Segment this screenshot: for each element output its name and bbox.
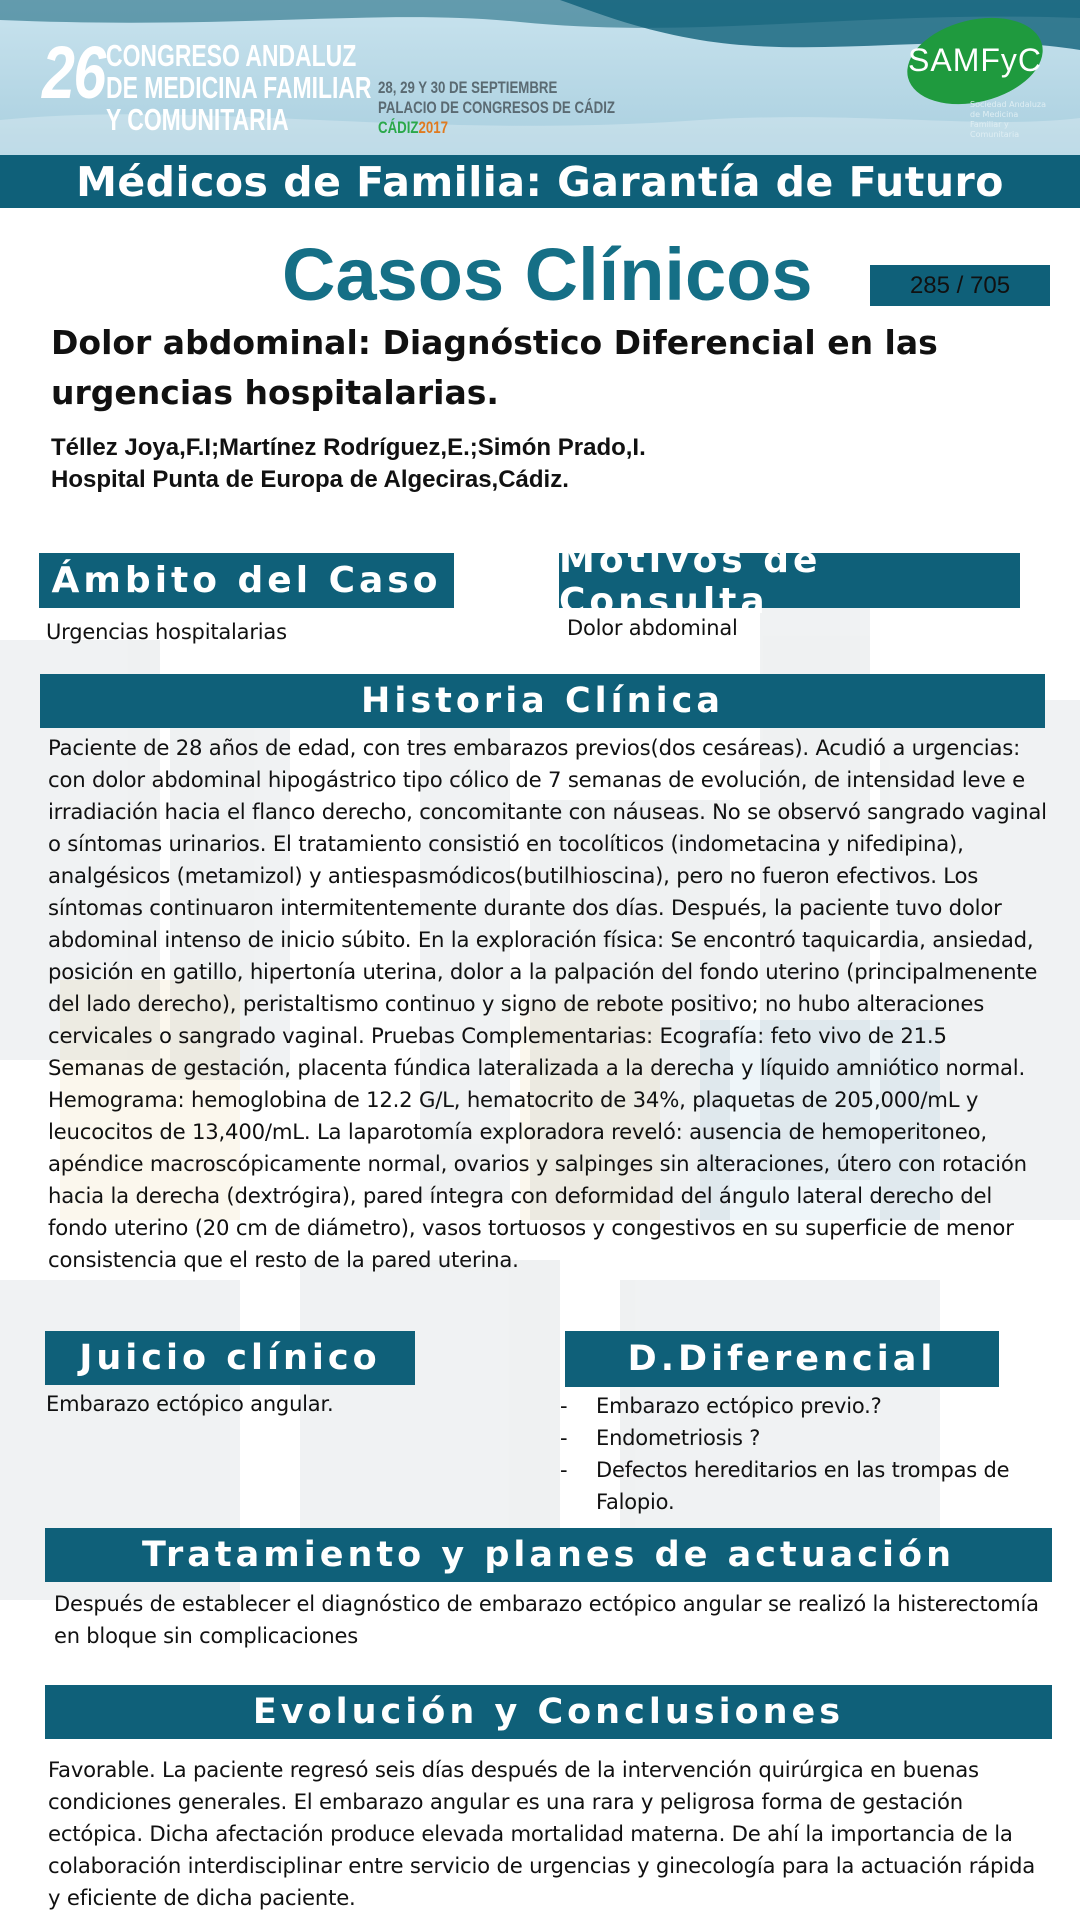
- tratamiento-text: Después de establecer el diagnóstico de embarazo ectópico angular se realizó la histerectomía en bloque sin complicaciones: [54, 1592, 1039, 1648]
- samfyc-logo: [906, 20, 1047, 142]
- section-header-historia: Historia Clínica: [40, 674, 1045, 728]
- congress-city: CÁDIZ: [378, 118, 419, 137]
- tagline-bar: [0, 155, 1080, 208]
- historia-text: Paciente de 28 años de edad, con tres embarazos previos(dos cesáreas). Acudió a urgencias: con dolor abdominal hipogástrico tipo cólico de 7 semanas de evolución, de intensidad leve e irradiación hacia el flanco derecho, concomitante con náuseas. No se observó sangrado vaginal o síntomas urinarios. El tratamiento consistió en tocolíticos (indometacina y nifedipina), analgésicos (metamizol) y antiespasmódicos(butilhioscina), pero no fueron efectivos. Los síntomas continuaron intermitentemente durante dos días. Después, la paciente tuvo dolor abdominal intenso de inicio súbito. En la exploración física: Se encontró taquicardia, ansiedad, posición en gatillo, hipertonía uterina, dolor a la palpación del fondo uterino (principalmenente del lado derecho), peristaltismo continuo y signo de rebote positivo; no hubo alteraciones cervicales o sangrado vaginal. Pruebas Complementarias: Ecografía: feto vivo de 21.5 Semanas de gestación, placenta fúndica lateralizada a la derecha y líquido amniótico normal. Hemograma: hemoglobina de 12.2 G/L, hematocrito de 34%, plaquetas de 205,000/mL y leucocitos de 13,400/mL. La laparotomía exploradora reveló: ausencia de hemoperitoneo, apéndice macroscópicamente normal, ovarios y salpinges sin alteraciones, útero con rotación hacia la derecha (dextrógira), pared íntegra con deformidad del ángulo lateral derecho del fondo uterino (20 cm de diámetro), vasos tortuosos y congestivos en su superficie de menor consistencia que el resto de la pared uterina.: [48, 735, 1047, 1272]
- congress-title-line: CONGRESO ANDALUZ: [106, 38, 357, 73]
- section-header-evolucion: Evolución y Conclusiones: [45, 1685, 1052, 1739]
- authors: Téllez Joya,F.I;Martínez Rodríguez,E.;Simón Prado,I.: [51, 434, 646, 461]
- section-header-ambito: Ámbito del Caso: [39, 553, 454, 608]
- section-header-tratamiento: Tratamiento y planes de actuación: [45, 1528, 1052, 1582]
- congress-dates: 28, 29 Y 30 DE SEPTIEMBRE: [378, 78, 558, 97]
- institution: Hospital Punta de Europa de Algeciras,Cádiz.: [51, 466, 569, 493]
- list-item: - Endometriosis ?: [558, 1422, 1028, 1454]
- subtitle-line: urgencias hospitalarias.: [51, 373, 499, 412]
- evolucion-text: Favorable. La paciente regresó seis días después de la intervención quirúrgica en buenas condiciones generales. El embarazo angular es una rara y peligrosa forma de gestación ectópica. Dicha afectación produce elevada mortalidad materna. De ahí la importancia de la colaboración interdisciplinar entre servicio de urgencias y ginecología para la actuación rápida y eficiente de dicha paciente.: [48, 1757, 1035, 1910]
- list-item: - Defectos hereditarios en las trompas de Falopio.: [558, 1454, 1028, 1518]
- logo-text: SAMFyC: [908, 42, 1042, 78]
- list-item: - Embarazo ectópico previo.?: [558, 1390, 1028, 1422]
- congress-venue: PALACIO DE CONGRESOS DE CÁDIZ: [378, 98, 615, 117]
- page-title: Casos Clínicos: [282, 233, 813, 316]
- juicio-text: Embarazo ectópico angular.: [46, 1392, 334, 1416]
- congress-city-year: [378, 118, 615, 138]
- logo-subtext: Sociedad Andaluza de Medicina Familiar y Comunitaria: [970, 100, 1047, 139]
- motivos-text: Dolor abdominal: [567, 616, 738, 640]
- congress-banner: [0, 0, 1080, 155]
- congress-title-line: DE MEDICINA FAMILIAR: [106, 70, 372, 105]
- section-header-motivos: Motivos de Consulta: [559, 553, 1020, 608]
- section-header-juicio: Juicio clínico: [45, 1331, 415, 1385]
- congress-number: 26: [42, 31, 105, 114]
- congress-year: 2017: [418, 118, 449, 137]
- section-header-diferencial: D.Diferencial: [565, 1331, 999, 1387]
- tagline: Médicos de Familia: Garantía de Futuro: [76, 157, 1004, 206]
- subtitle-line: Dolor abdominal: Diagnóstico Diferencial en las: [51, 323, 938, 362]
- ambito-text: Urgencias hospitalarias: [46, 620, 287, 644]
- congress-title-line: Y COMUNITARIA: [106, 102, 289, 137]
- congress-title: [106, 40, 372, 136]
- congress-info: [378, 78, 615, 138]
- case-subtitle: [51, 318, 951, 418]
- diferencial-list: [558, 1390, 1028, 1518]
- page-counter-badge: 285 / 705: [870, 265, 1050, 306]
- authors-block: [51, 432, 646, 496]
